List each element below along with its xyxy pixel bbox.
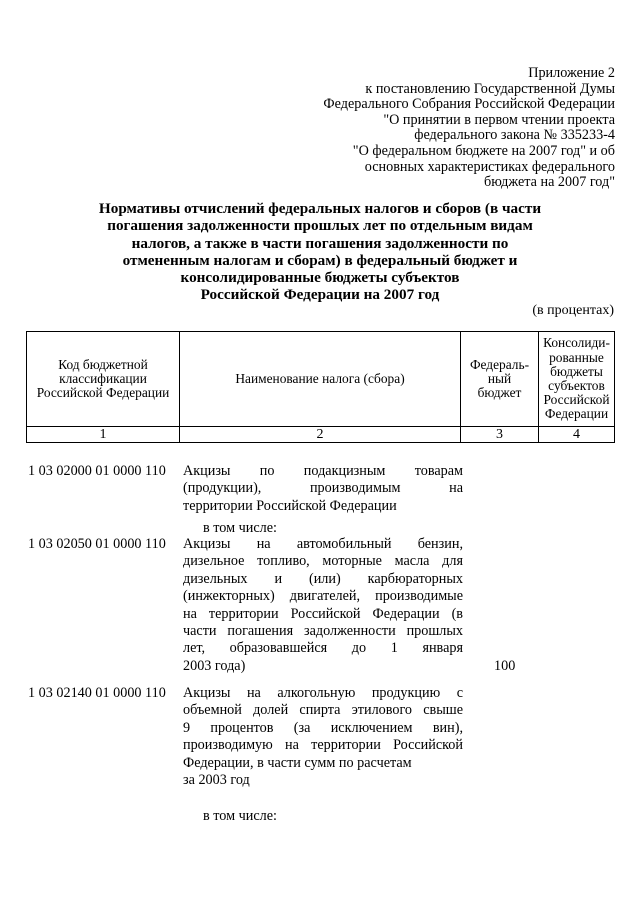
- header-budget-code: [27, 332, 180, 427]
- description-line: объемной долей спирта этилового свыше: [183, 702, 463, 719]
- column-number: 3: [461, 427, 539, 443]
- description-line: Акцизы на алкогольную продукцию с: [183, 685, 463, 701]
- header-text: Российской: [543, 392, 610, 408]
- description-line: территории Российской Федерации: [183, 497, 397, 514]
- budget-code: 1 03 02050 01 0000 110: [28, 536, 166, 552]
- header-federal-budget: [461, 332, 539, 427]
- description-line: за 2003 год: [183, 771, 250, 788]
- header-text: Код бюджетной: [58, 356, 148, 372]
- header-text: Российской Федерации: [36, 385, 170, 401]
- description-line: производимую на территории Российской: [183, 737, 463, 754]
- title-line: Нормативы отчислений федеральных налогов и сборов (в части: [98, 200, 542, 217]
- appendix-line: "О федеральном бюджете на 2007 год" и об: [352, 142, 615, 159]
- title-line: Российской Федерации на 2007 год: [200, 286, 440, 304]
- appendix-line: "О принятии в первом чтении проекта: [383, 111, 615, 128]
- header-text: ный: [487, 370, 512, 386]
- description-line: Акцизы по подакцизным товарам: [183, 463, 463, 479]
- description-line: дизельное топливо, моторные масла для: [183, 553, 463, 570]
- including-label: в том числе:: [203, 520, 277, 536]
- description-line: (инжекторных) двигателей, производимые: [183, 588, 463, 605]
- appendix-line: к постановлению Государственной Думы: [365, 80, 615, 97]
- tax-description: [183, 685, 463, 789]
- description-line: на территории Российской Федерации (в: [183, 605, 463, 622]
- description-line: лет, образовавшейся до 1 января: [183, 640, 463, 657]
- description-line: 9 процентов (за исключением вин),: [183, 719, 463, 736]
- header-regional-budgets: [539, 332, 615, 427]
- appendix-line: бюджета на 2007 год": [484, 174, 615, 191]
- title-line: отмененным налогам и сборам) в федеральный бюджет и: [122, 251, 518, 269]
- header-text: Наименование налога (сбора): [235, 370, 405, 386]
- title-line: консолидированные бюджеты субъектов: [180, 269, 460, 287]
- title-line: налогов, а также в части погашения задолженности по: [131, 234, 509, 252]
- description-line: Федерации, в части сумм по расчетам: [183, 754, 412, 771]
- tax-description: [183, 463, 463, 515]
- federal-percent: 100: [494, 658, 516, 674]
- document-title: [60, 200, 580, 304]
- appendix-line: федерального закона № 335233-4: [414, 127, 615, 144]
- header-text: классификации: [59, 370, 147, 386]
- appendix-line: Федерального Собрания Российской Федерации: [323, 96, 615, 113]
- header-text: рованные: [549, 349, 604, 365]
- description-line: (продукции), производимым на: [183, 480, 463, 497]
- header-text: субъектов: [548, 378, 605, 393]
- appendix-line: основных характеристиках федерального: [364, 158, 615, 175]
- column-number: 4: [539, 427, 615, 443]
- title-line: погашения задолженности прошлых лет по отдельным видам: [107, 217, 533, 235]
- appendix-header: [295, 66, 615, 191]
- description-line: дизельных и (или) карбюраторных: [183, 570, 463, 587]
- header-text: бюджет: [477, 385, 522, 401]
- header-text: Федерации: [544, 406, 609, 422]
- header-text: бюджеты: [550, 363, 603, 379]
- tax-description: [183, 536, 463, 675]
- description-line: Акцизы на автомобильный бензин,: [183, 536, 463, 552]
- including-label: в том числе:: [203, 808, 277, 824]
- table-header: [26, 331, 615, 443]
- budget-code: 1 03 02140 01 0000 110: [28, 685, 166, 701]
- column-number: 1: [27, 427, 180, 443]
- budget-code: 1 03 02000 01 0000 110: [28, 463, 166, 479]
- description-line: 2003 года): [183, 657, 246, 674]
- header-tax-name: [180, 332, 461, 427]
- header-text: Федераль-: [469, 356, 530, 372]
- description-line: части погашения задолженности прошлых: [183, 622, 463, 639]
- appendix-line: Приложение 2: [528, 65, 615, 81]
- units-label: (в процентах): [532, 303, 614, 318]
- column-number: 2: [180, 427, 461, 443]
- header-text: Консолиди-: [543, 335, 610, 351]
